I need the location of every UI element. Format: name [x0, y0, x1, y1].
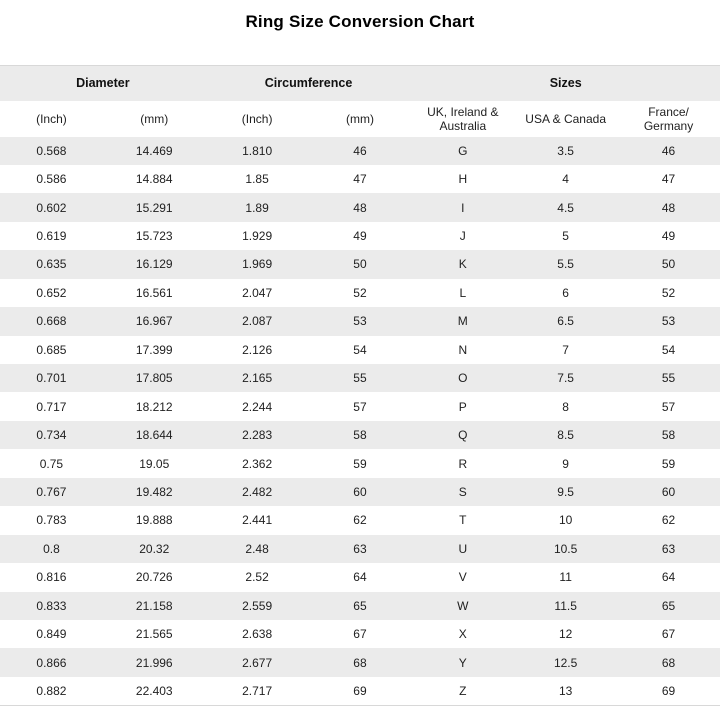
table-cell: P	[458, 399, 467, 414]
table-cell: 63	[353, 541, 367, 556]
table-cell: 11.5	[554, 598, 577, 613]
table-cell: 1.969	[242, 257, 273, 272]
table-cell: 0.652	[36, 285, 67, 300]
table-cell: 2.482	[242, 484, 273, 499]
table-row	[0, 279, 720, 307]
column-header-diameter-inch: (Inch)	[36, 111, 67, 126]
table-cell: 9.5	[557, 484, 574, 499]
table-cell: 1.85	[245, 172, 269, 187]
table-cell: 1.89	[245, 200, 269, 215]
table-cell: H	[458, 172, 468, 187]
table-cell: 69	[353, 683, 367, 698]
table-cell: 48	[353, 200, 367, 215]
table-cell: W	[457, 598, 469, 613]
table-row	[0, 193, 720, 221]
table-row	[0, 336, 720, 364]
table-row	[0, 165, 720, 193]
table-cell: 69	[661, 683, 676, 698]
table-cell: 4.5	[557, 200, 574, 215]
table-cell: 62	[353, 513, 367, 528]
table-cell: R	[458, 456, 468, 471]
table-cell: Y	[458, 655, 467, 670]
table-cell: 16.561	[135, 285, 173, 300]
table-cell: 52	[661, 285, 676, 300]
column-header-circumference-inch: (Inch)	[241, 111, 273, 126]
table-cell: 2.047	[242, 285, 273, 300]
table-cell: 15.723	[135, 229, 173, 244]
table-body	[0, 137, 720, 706]
table-cell: T	[459, 513, 467, 528]
table-cell: 57	[353, 399, 367, 414]
table-cell: 1.810	[242, 143, 273, 158]
table-cell: 60	[661, 484, 676, 499]
table-row	[0, 563, 720, 591]
table-cell: 50	[661, 257, 676, 272]
table-cell: 0.701	[36, 371, 67, 386]
column-header-circumference-mm: (mm)	[345, 111, 374, 126]
table-row	[0, 392, 720, 420]
table-cell: 0.783	[36, 513, 67, 528]
table-cell: 0.734	[36, 428, 67, 443]
table-cell: 2.638	[242, 627, 273, 642]
table-cell: 48	[661, 200, 676, 215]
table-cell: 0.685	[36, 342, 67, 357]
table-cell: 59	[661, 456, 676, 471]
table-cell: J	[459, 229, 466, 244]
table-cell: 2.126	[242, 342, 273, 357]
column-header-row	[0, 101, 720, 137]
column-header-usa-canada: USA & Canada	[525, 111, 606, 126]
table-row	[0, 506, 720, 534]
table-cell: 64	[661, 570, 676, 585]
table-cell: 17.399	[135, 342, 173, 357]
table-cell: 12.5	[553, 655, 578, 670]
group-header-circumference: Circumference	[264, 76, 353, 91]
table-row	[0, 364, 720, 392]
group-header-diameter: Diameter	[76, 76, 130, 91]
table-cell: 7.5	[557, 371, 574, 386]
table-cell: X	[458, 627, 467, 642]
table-cell: 67	[661, 627, 676, 642]
table-cell: 1.929	[242, 229, 273, 244]
table-cell: 14.469	[135, 143, 173, 158]
table-cell: 53	[353, 314, 367, 329]
table-cell: 68	[661, 655, 676, 670]
table-cell: 11	[559, 570, 572, 585]
table-cell: 0.882	[36, 683, 67, 698]
table-cell: 57	[661, 399, 676, 414]
table-cell: 49	[353, 229, 367, 244]
table-cell: 2.48	[245, 541, 269, 556]
table-cell: 2.717	[242, 683, 273, 698]
table-cell: 2.441	[242, 513, 273, 528]
column-header-uk-ireland-australia: UK, Ireland & Australia	[427, 104, 499, 133]
table-cell: O	[458, 371, 468, 386]
table-cell: 0.833	[36, 598, 67, 613]
table-cell: L	[459, 285, 467, 300]
table-cell: 55	[661, 371, 676, 386]
table-cell: 0.635	[36, 257, 67, 272]
table-cell: 3.5	[557, 143, 574, 158]
table-cell: 58	[353, 428, 367, 443]
table-cell: Q	[458, 428, 468, 443]
table-cell: 58	[661, 428, 676, 443]
table-row	[0, 222, 720, 250]
table-row	[0, 535, 720, 563]
table-cell: 19.888	[135, 513, 173, 528]
table-cell: 0.8	[43, 541, 60, 556]
table-cell: 16.129	[135, 257, 173, 272]
table-row	[0, 648, 720, 676]
table-cell: 46	[353, 143, 367, 158]
table-cell: 2.283	[242, 428, 273, 443]
table-cell: 63	[661, 541, 676, 556]
table-cell: 18.212	[135, 399, 173, 414]
table-cell: 0.767	[36, 484, 67, 499]
table-row	[0, 449, 720, 477]
group-header-row	[0, 66, 720, 101]
table-row	[0, 478, 720, 506]
table-cell: U	[458, 541, 468, 556]
table-cell: I	[461, 200, 465, 215]
table-cell: 12	[558, 627, 573, 642]
table-cell: 68	[353, 655, 367, 670]
table-cell: 62	[661, 513, 676, 528]
table-cell: 13	[558, 683, 573, 698]
table-cell: 0.866	[36, 655, 67, 670]
table-cell: V	[458, 570, 467, 585]
table-cell: 53	[661, 314, 676, 329]
table-cell: 2.244	[242, 399, 273, 414]
table-cell: 0.586	[36, 172, 67, 187]
ring-size-conversion-table	[0, 65, 720, 706]
table-cell: 6.5	[557, 314, 574, 329]
table-cell: 47	[661, 172, 676, 187]
table-cell: 19.05	[139, 456, 170, 471]
table-row	[0, 677, 720, 705]
table-cell: 21.565	[135, 627, 173, 642]
table-cell: 19.482	[135, 484, 173, 499]
table-row	[0, 592, 720, 620]
table-cell: G	[458, 143, 468, 158]
table-row	[0, 421, 720, 449]
table-cell: 14.884	[135, 172, 173, 187]
table-cell: 0.717	[36, 399, 67, 414]
table-cell: 0.849	[36, 627, 67, 642]
group-header-sizes: Sizes	[549, 76, 582, 91]
table-cell: 65	[353, 598, 367, 613]
table-row	[0, 250, 720, 278]
table-cell: 2.165	[242, 371, 273, 386]
table-cell: 64	[353, 570, 367, 585]
table-cell: N	[458, 342, 468, 357]
table-cell: 17.805	[135, 371, 173, 386]
table-cell: 0.568	[36, 143, 67, 158]
table-cell: 20.32	[139, 541, 170, 556]
table-cell: 7	[562, 342, 569, 357]
table-cell: 2.677	[242, 655, 273, 670]
table-cell: 2.52	[245, 570, 269, 585]
table-cell: 59	[353, 456, 367, 471]
table-cell: 2.362	[242, 456, 273, 471]
table-cell: 5.5	[557, 257, 574, 272]
table-cell: Z	[459, 683, 467, 698]
table-cell: M	[457, 314, 468, 329]
table-cell: 10.5	[553, 541, 578, 556]
table-cell: 54	[661, 342, 676, 357]
table-cell: 6	[562, 285, 569, 300]
table-cell: 0.619	[36, 229, 67, 244]
table-cell: 18.644	[135, 428, 173, 443]
table-cell: K	[458, 257, 467, 272]
table-cell: 0.668	[36, 314, 67, 329]
table-cell: 22.403	[135, 683, 173, 698]
table-cell: 16.967	[135, 314, 173, 329]
table-cell: 21.158	[135, 598, 173, 613]
table-cell: S	[458, 484, 467, 499]
table-cell: 2.559	[242, 598, 273, 613]
table-cell: 5	[562, 229, 569, 244]
table-cell: 15.291	[135, 200, 173, 215]
table-cell: 8	[562, 399, 569, 414]
column-header-france-germany: France/ Germany	[643, 104, 694, 133]
table-cell: 2.087	[242, 314, 273, 329]
table-cell: 46	[661, 143, 676, 158]
table-cell: 55	[353, 371, 367, 386]
table-cell: 0.75	[39, 456, 64, 471]
page-title: Ring Size Conversion Chart	[245, 12, 475, 31]
table-cell: 52	[353, 285, 367, 300]
table-header	[0, 66, 720, 137]
table-cell: 50	[353, 257, 367, 272]
table-cell: 4	[562, 172, 569, 187]
table-row	[0, 137, 720, 165]
table-row	[0, 307, 720, 335]
table-cell: 67	[353, 627, 367, 642]
table-cell: 8.5	[557, 428, 574, 443]
table-cell: 9	[562, 456, 569, 471]
table-cell: 54	[353, 342, 367, 357]
table-cell: 47	[353, 172, 367, 187]
table-cell: 10	[558, 513, 573, 528]
column-header-diameter-mm: (mm)	[140, 111, 169, 126]
table-cell: 65	[661, 598, 676, 613]
table-cell: 0.816	[36, 570, 67, 585]
table-cell: 0.602	[36, 200, 67, 215]
table-cell: 49	[661, 229, 676, 244]
table-row	[0, 620, 720, 648]
table-cell: 21.996	[135, 655, 173, 670]
table-cell: 60	[353, 484, 367, 499]
table-cell: 20.726	[135, 570, 173, 585]
